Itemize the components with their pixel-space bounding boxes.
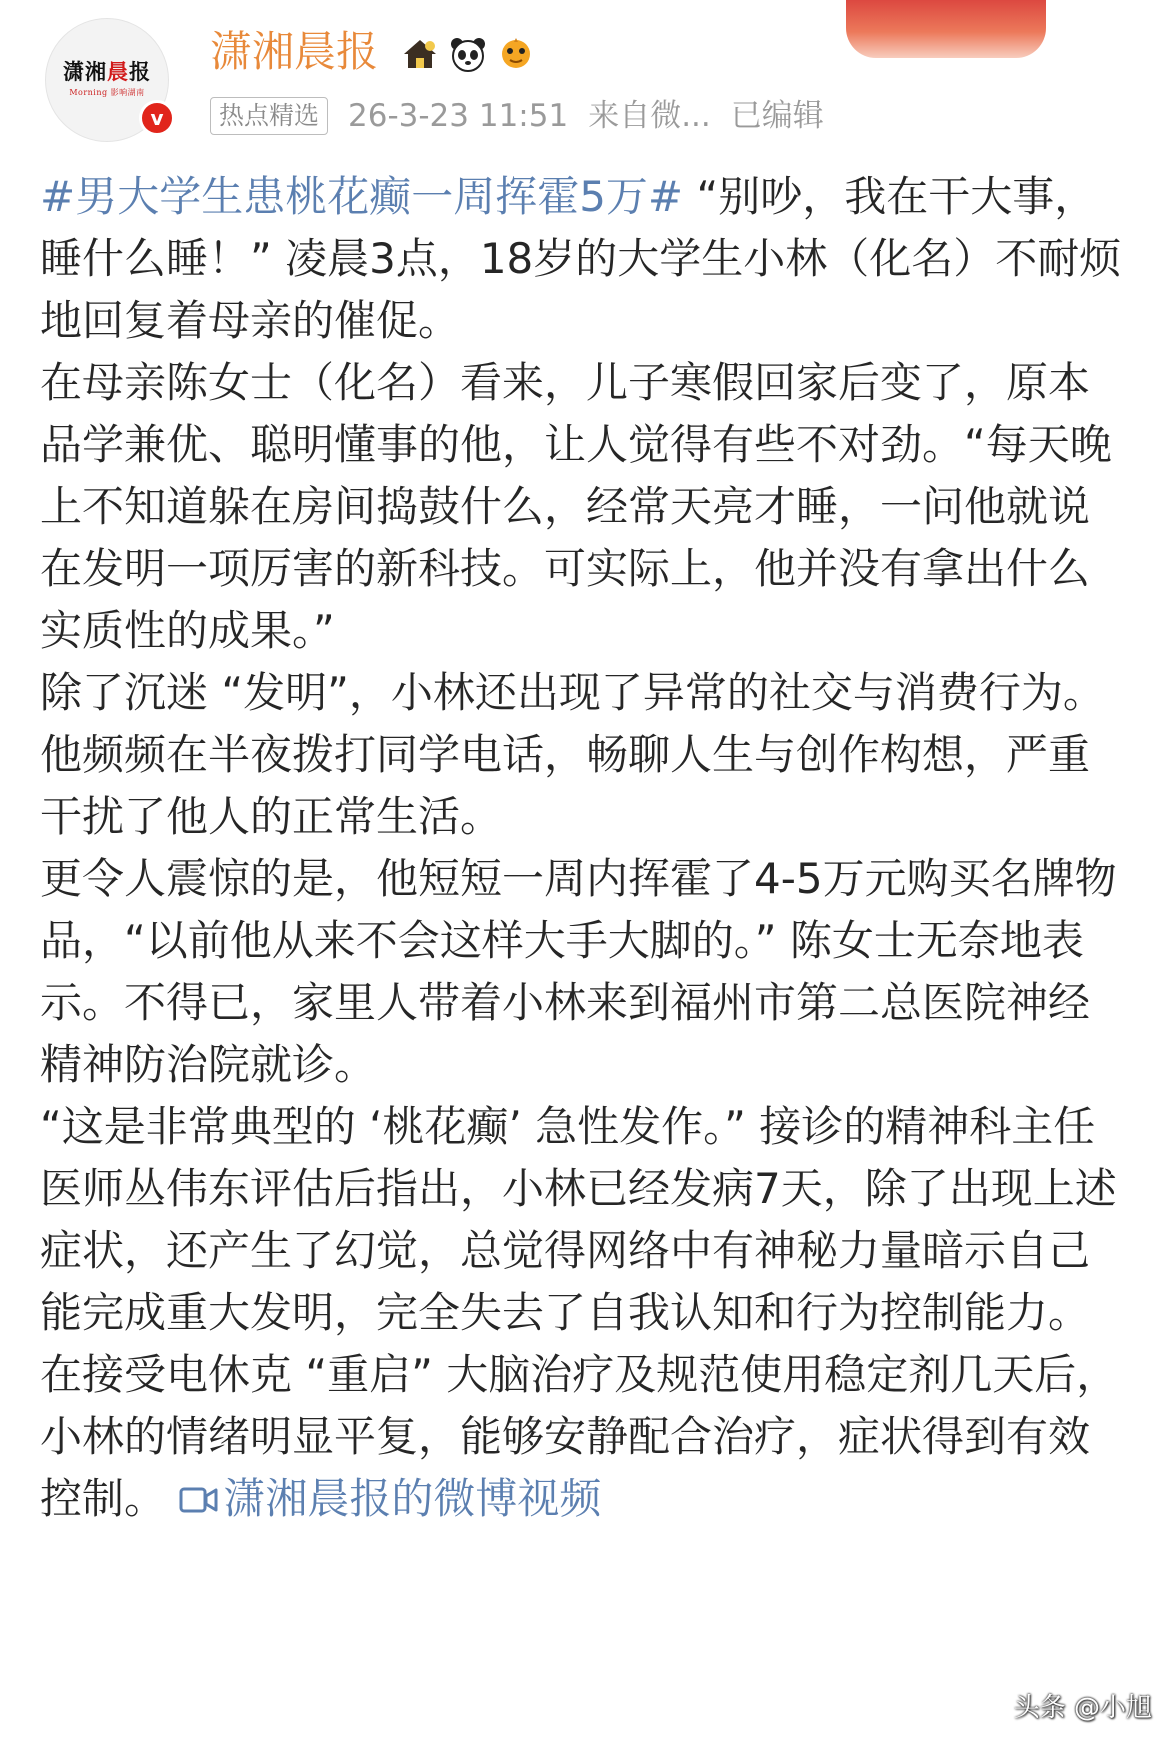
weibo-video-link-text: 潇湘晨报的微博视频: [223, 1474, 602, 1523]
post-source[interactable]: 来自微...: [588, 98, 711, 134]
paragraph-6-text: 在接受电休克 “重启” 大脑治疗及规范使用稳定剂几天后，小林的情绪明显平复，能够安静配合治疗，症状得到有效控制。: [40, 1350, 1119, 1523]
paragraph-3: 除了沉迷 “发明”，小林还出现了异常的社交与消费行为。他频频在半夜拨打同学电话，畅聊人生与创作构想，严重干扰了他人的正常生活。: [40, 668, 1105, 841]
pufferfish-badge-icon[interactable]: [496, 34, 536, 74]
user-badges: [400, 34, 544, 74]
video-icon: [179, 1483, 219, 1517]
decorative-banner-art: [846, 0, 1046, 58]
paragraph-6: [40, 1344, 1130, 1530]
house-badge-icon[interactable]: [400, 34, 440, 74]
weibo-video-link[interactable]: [179, 1474, 601, 1523]
post-header: [0, 0, 1170, 160]
avatar-logo-subtext: Morning 影响湖南: [69, 88, 145, 97]
paragraph-5: “这是非常典型的 ‘桃花癫’ 急性发作。” 接诊的精神科主任医师丛伟东评估后指出，小林已经发病7天，除了出现上述症状，还产生了幻觉，总觉得网络中有神秘力量暗示自己能完成重大发明，完全失去了自我认知和行为控制能力。: [40, 1102, 1117, 1337]
post-meta: [210, 94, 824, 138]
paragraph-4: 更令人震惊的是，他短短一周内挥霍了4-5万元购买名牌物品，“以前他从来不会这样大手大脚的。” 陈女士无奈地表示。不得已，家里人带着小林来到福州市第二总医院神经精神防治院就诊。: [40, 854, 1117, 1089]
panda-badge-icon[interactable]: [448, 34, 488, 74]
hot-picks-tag[interactable]: 热点精选: [210, 97, 328, 135]
toutiao-watermark: 头条 @小旭: [1013, 1693, 1152, 1723]
verified-v-icon: v: [139, 100, 175, 136]
avatar-logo-text: 潇湘晨报: [63, 60, 151, 84]
post-time: 26-3-23 11:51: [348, 98, 569, 134]
paragraph-1: [40, 166, 1130, 352]
paragraph-2: 在母亲陈女士（化名）看来，儿子寒假回家后变了，原本品学兼优、聪明懂事的他，让人觉得有些不对劲。“每天晚上不知道躲在房间捣鼓什么，经常天亮才睡，一问他就说在发明一项厉害的新科技。可实际上，他并没有拿出什么实质性的成果。”: [40, 358, 1112, 655]
avatar[interactable]: [45, 18, 169, 142]
account-name[interactable]: 潇湘晨报: [210, 27, 379, 76]
post-body: [40, 166, 1130, 1530]
edited-label[interactable]: 已编辑: [730, 98, 824, 134]
topic-hashtag-link[interactable]: #男大学生患桃花癫一周挥霍5万#: [40, 172, 684, 221]
paragraph-1-text: “别吵，我在干大事，睡什么睡！” 凌晨3点，18岁的大学生小林（化名）不耐烦地回复着母亲的催促。: [40, 172, 1122, 345]
